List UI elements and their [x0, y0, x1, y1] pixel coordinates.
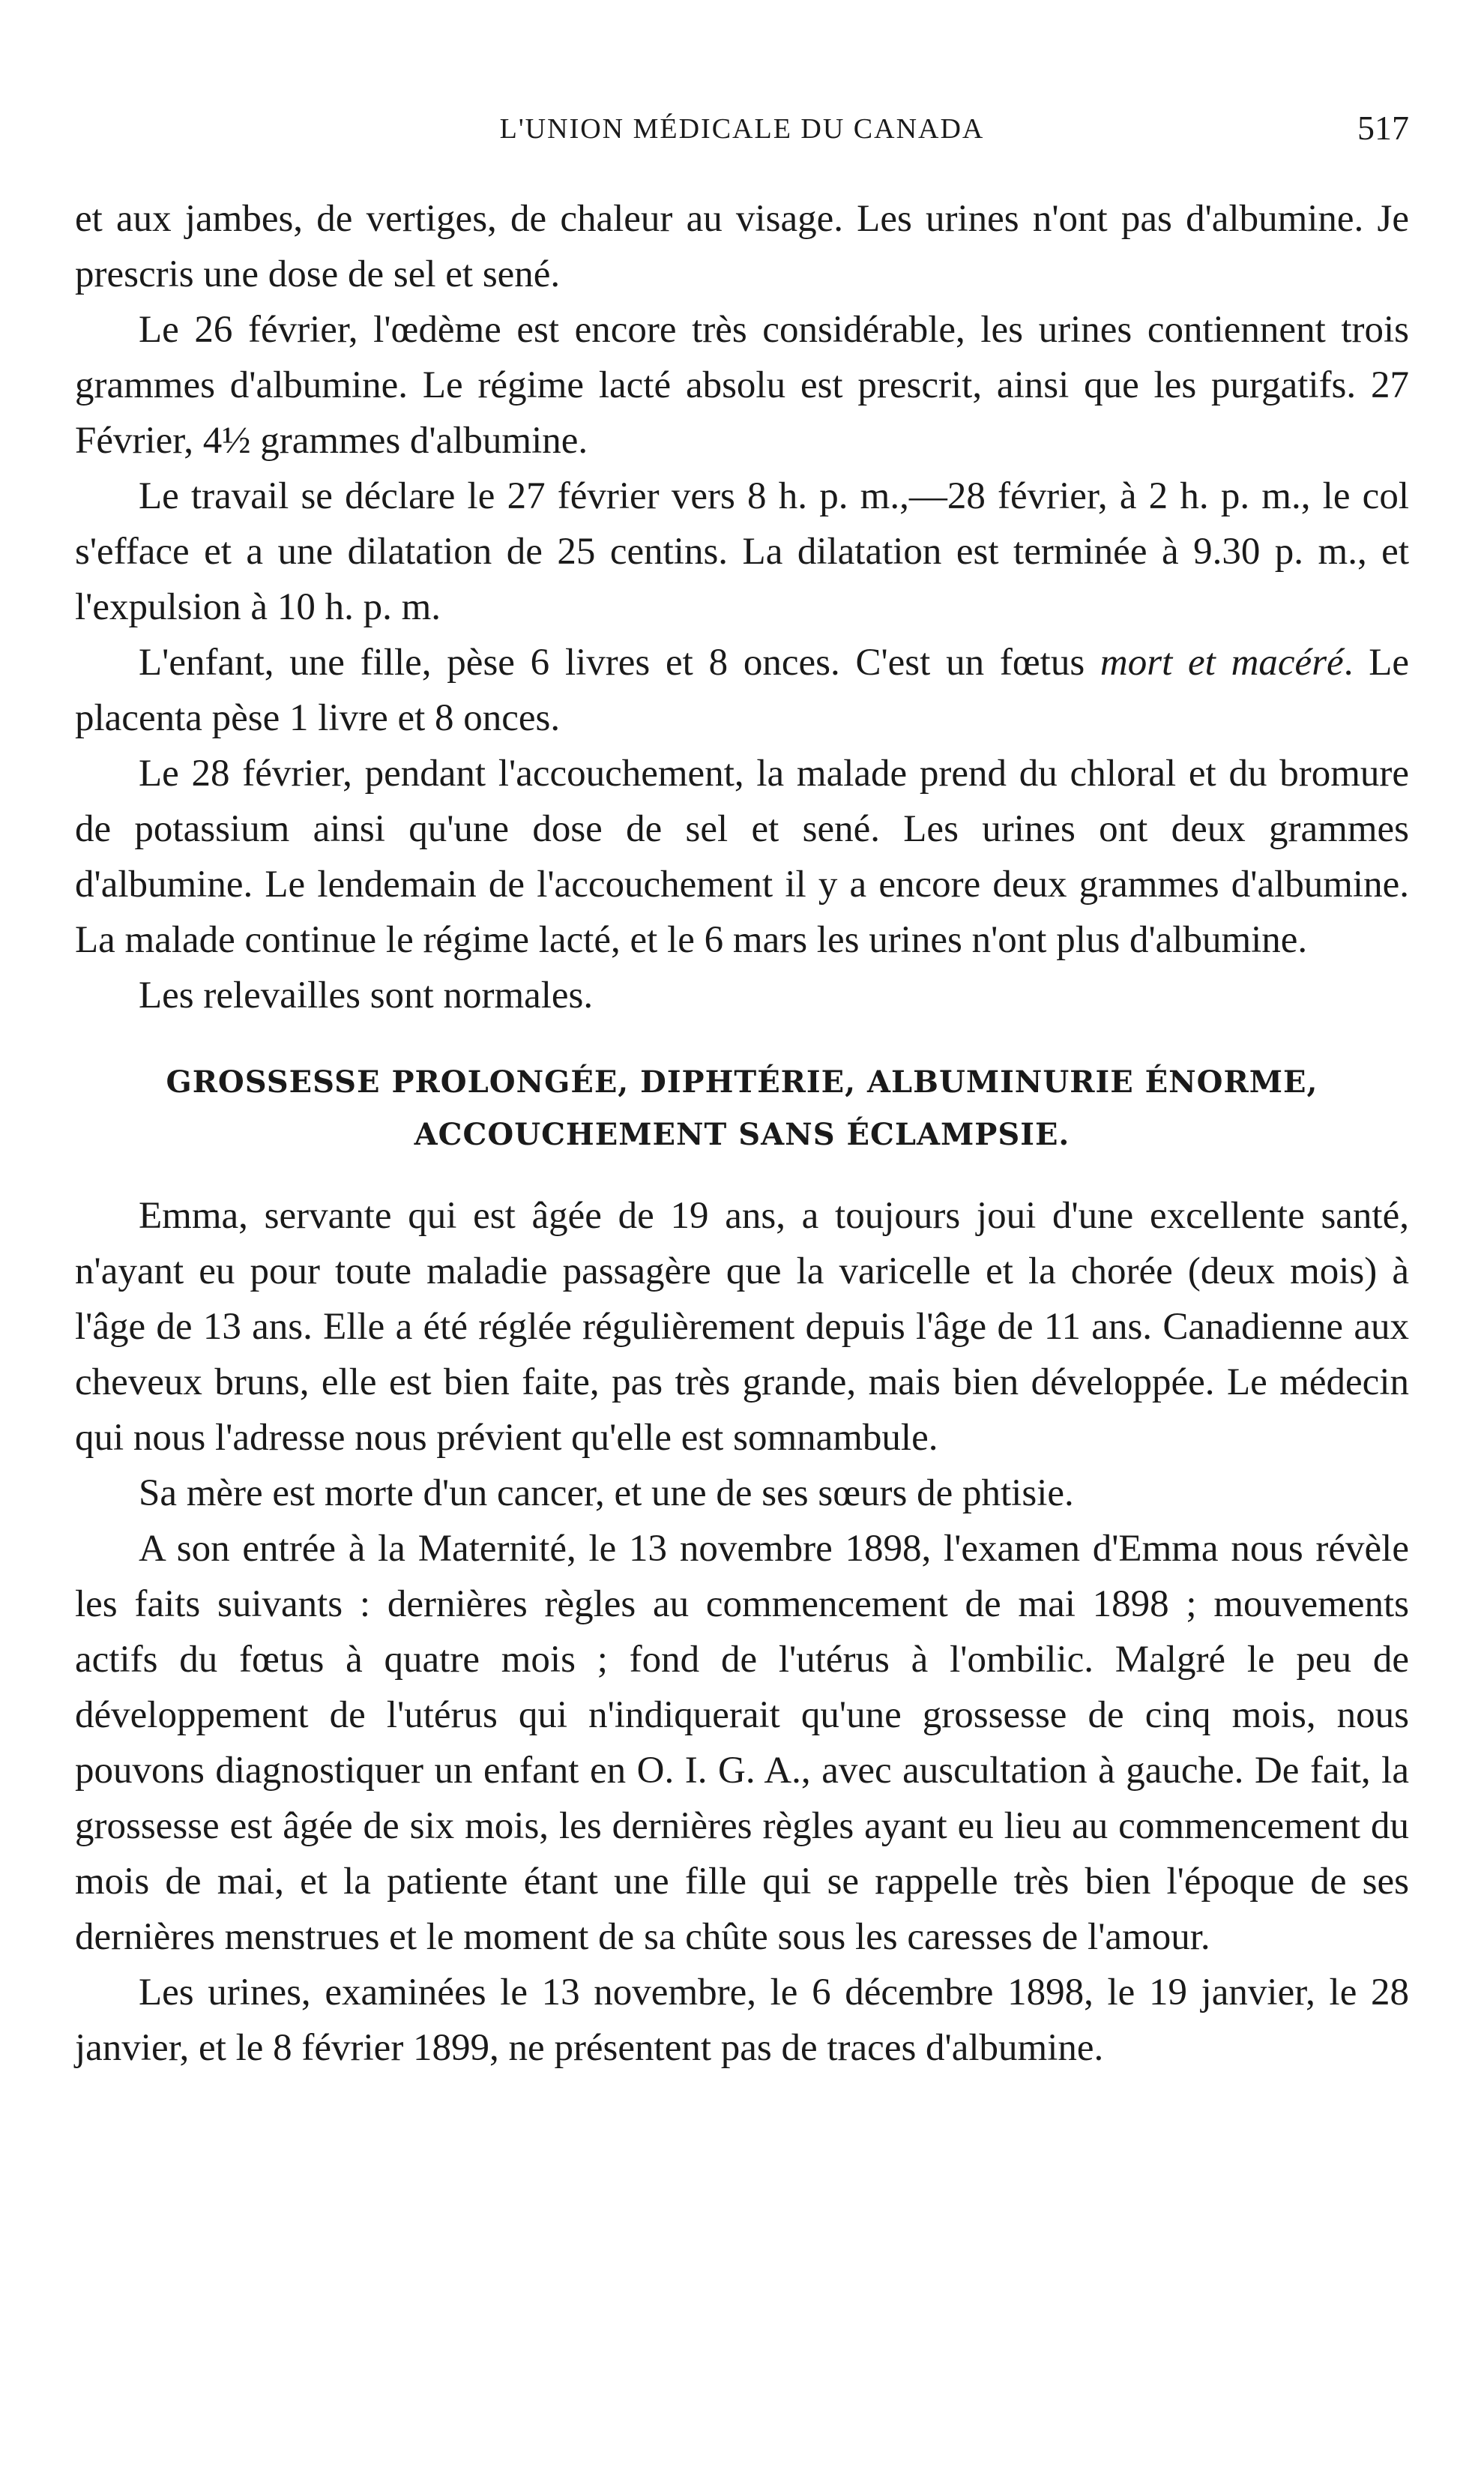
- paragraph: Le 26 février, l'œdème est encore très considérable, les urines contiennent trois grammes d'albumine. Le régime lacté absolu est prescrit, ainsi que les purgatifs. 27 Février, 4½ grammes d'albumine.: [75, 309, 1409, 462]
- paragraph: [75, 635, 1409, 746]
- running-header: [75, 109, 1409, 157]
- paragraph-text: . Le placenta pèse 1 livre et 8 onces.: [75, 642, 1409, 739]
- page-number: 517: [1357, 109, 1409, 147]
- running-title: L'UNION MÉDICALE DU CANADA: [499, 113, 985, 145]
- paragraph: A son entrée à la Maternité, le 13 novembre 1898, l'examen d'Emma nous révèle les faits suivants : dernières règles au commencement de mai 1898 ; mouvements actifs du fœtus à quatre mois ; fond de l'utérus à l'ombilic. Malgré le peu de développement de l'utérus qui n'indiquerait qu'une grossesse de cinq mois, nous pouvons diagnostiquer un enfant en O. I. G. A., avec auscultation à gauche. De fait, la grossesse est âgée de six mois, les dernières règles ayant eu lieu au commencement du mois de mai, et la patiente étant une fille qui se rappelle très bien l'époque de ses dernières menstrues et le moment de sa chûte sous les caresses de l'amour.: [75, 1528, 1409, 1958]
- paragraph: Les urines, examinées le 13 novembre, le 6 décembre 1898, le 19 janvier, le 28 janvier, et le 8 février 1899, ne présentent pas de traces d'albumine.: [75, 1972, 1409, 2069]
- paragraph: Les relevailles sont normales.: [139, 975, 594, 1016]
- body-text: [75, 191, 1409, 2076]
- section-heading: [75, 1056, 1409, 1161]
- section-heading-line: GROSSESSE PROLONGÉE, DIPHTÉRIE, ALBUMINURIE ÉNORME,: [166, 1064, 1318, 1100]
- italic-phrase: mort et macéré: [1100, 642, 1344, 684]
- paragraph: Emma, servante qui est âgée de 19 ans, a toujours joui d'une excellente santé, n'ayant eu pour toute maladie passagère que la varicelle et la chorée (deux mois) à l'âge de 13 ans. Elle a été réglée régulièrement depuis l'âge de 11 ans. Canadienne aux cheveux bruns, elle est bien faite, pas très grande, mais bien développée. Le médecin qui nous l'adresse nous prévient qu'elle est somnambule.: [75, 1195, 1409, 1459]
- paragraph-text: L'enfant, une fille, pèse 6 livres et 8 onces. C'est un fœtus: [139, 642, 1100, 684]
- paragraph: Sa mère est morte d'un cancer, et une de ses sœurs de phtisie.: [139, 1472, 1074, 1514]
- section-heading-line: ACCOUCHEMENT SANS ÉCLAMPSIE.: [414, 1117, 1070, 1152]
- document-page: [75, 0, 1409, 2479]
- paragraph: Le 28 février, pendant l'accouchement, la malade prend du chloral et du bromure de potassium ainsi qu'une dose de sel et sené. Les urines ont deux grammes d'albumine. Le lendemain de l'accouchement il y a encore deux grammes d'albumine. La malade continue le régime lacté, et le 6 mars les urines n'ont plus d'albumine.: [75, 753, 1409, 961]
- paragraph-continuation: et aux jambes, de vertiges, de chaleur au visage. Les urines n'ont pas d'albumine. Je prescris une dose de sel et sené.: [75, 198, 1409, 295]
- paragraph: Le travail se déclare le 27 février vers 8 h. p. m.,—28 février, à 2 h. p. m., le col s'efface et a une dilatation de 25 centins. La dilatation est terminée à 9.30 p. m., et l'expulsion à 10 h. p. m.: [75, 475, 1409, 628]
